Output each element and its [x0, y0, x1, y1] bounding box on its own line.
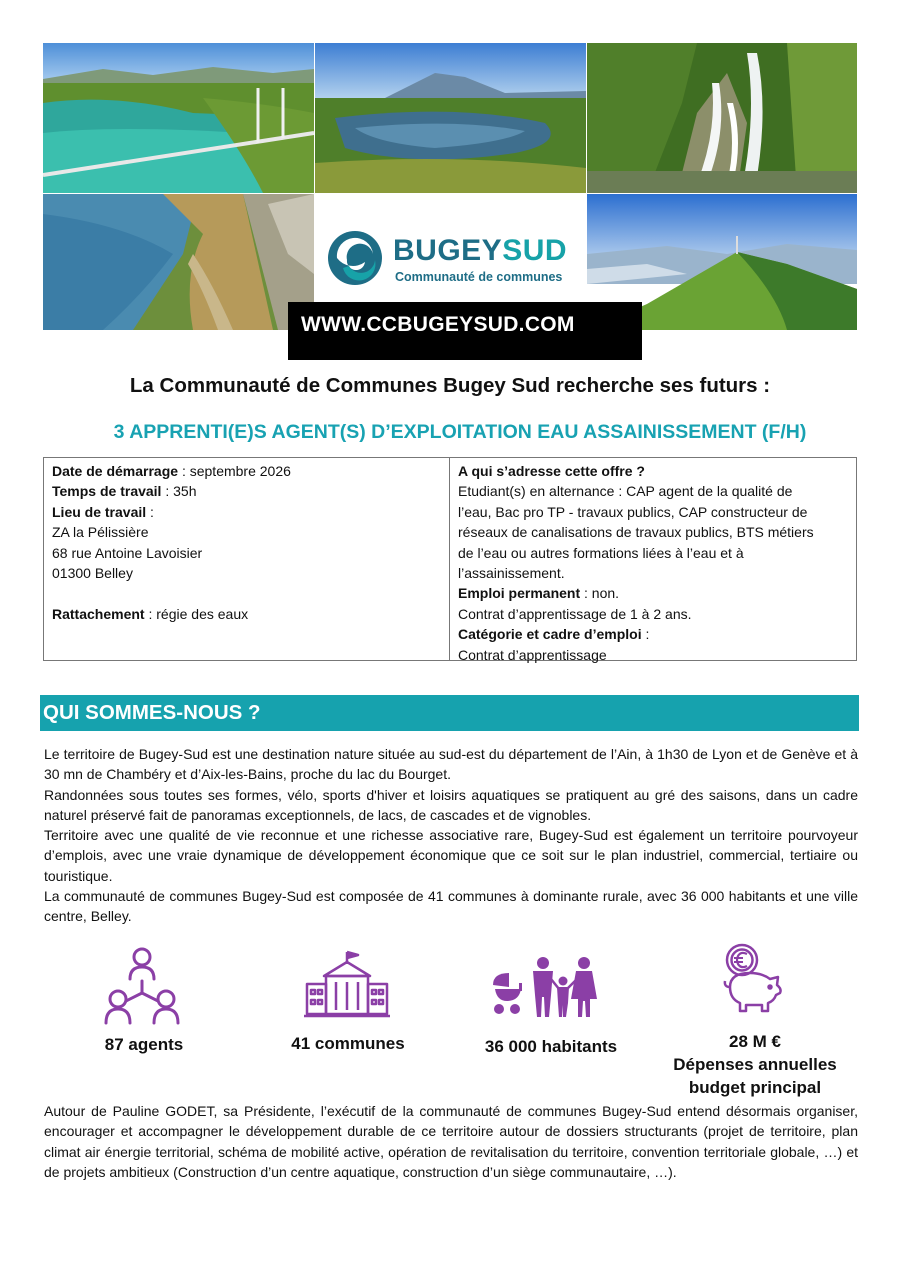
- job-info-table: [43, 457, 857, 661]
- section-title: QUI SOMMES-NOUS ?: [43, 701, 261, 724]
- about-paragraph: Territoire avec une qualité de vie reconnue et une richesse associative rare, Bugey-Sud est également un territoire pourvoyeur d’emplois, avec une vraie dynamique de développement économique que ce soit sur le plan industriel, commercial, tertiaire ou touristique.: [44, 827, 858, 884]
- audience-line: Etudiant(s) en alternance : CAP agent de la qualité de: [458, 483, 793, 500]
- address-line: 68 rue Antoine Lavoisier: [52, 544, 203, 561]
- family-icon: [491, 955, 599, 1019]
- job-title: 3 APPRENTI(E)S AGENT(S) D’EXPLOITATION EAU ASSAINISSEMENT (F/H): [113, 421, 807, 443]
- contract-duration: Contrat d’apprentissage de 1 à 2 ans.: [458, 605, 692, 622]
- job-info-right: [450, 458, 856, 663]
- website-url[interactable]: WWW.CCBUGEYSUD.COM: [301, 313, 575, 336]
- about-paragraph: Le territoire de Bugey-Sud est une destination nature située au sud-est du département de l’Ain, à 1h30 de Lyon et de Genève et à 30 mn de Chambéry et d’Aix-les-Bains, proche du lac du Bourget.: [44, 746, 858, 783]
- attachment: Rattachement : régie des eaux: [52, 605, 249, 622]
- photo-waterfall: [587, 43, 857, 193]
- photo-river-path: [43, 194, 314, 330]
- work-hours: Temps de travail : 35h: [52, 483, 197, 500]
- work-place: Lieu de travail :: [52, 503, 154, 520]
- about-paragraph: La communauté de communes Bugey-Sud est composée de 41 communes à dominante rurale, avec 36 000 habitants et une ville centre, Belley.: [44, 888, 858, 925]
- category-value: Contrat d’apprentissage: [458, 646, 607, 663]
- closing-paragraph: Autour de Pauline GODET, sa Présidente, l’exécutif de la communauté de communes Bugey-Sud entend désormais organiser, encourager et accompagner le développement durable de ce territoire autour de dossiers structurants (projet de territoire, plan climat air énergie territorial, schéma de mobilité active, opération de revitalisation du territoire, convention territoriale globale, …) et de projets ambitieux (Construction d’un centre aquatique, construction d’un siège communautaire, …).: [44, 1103, 858, 1180]
- address-line: ZA la Pélissière: [52, 524, 149, 541]
- stat-habitants: 36 000 habitants: [484, 1037, 618, 1056]
- swirl-logo-icon: [327, 230, 383, 286]
- section-header-about: [40, 695, 859, 731]
- website-banner[interactable]: [288, 302, 642, 360]
- start-date: Date de démarrage : septembre 2026: [52, 463, 291, 479]
- stat-agents: 87 agents: [104, 1035, 184, 1054]
- headline: La Communauté de Communes Bugey Sud recherche ses futurs :: [129, 374, 771, 397]
- job-info-left: [44, 458, 450, 660]
- stat-budget: [655, 1030, 855, 1099]
- audience-label: A qui s’adresse cette offre ?: [458, 463, 645, 479]
- stat-communes: 41 communes: [291, 1034, 405, 1053]
- photo-mountain-lake: [315, 43, 586, 193]
- stat-budget-label: Dépenses annuelles: [673, 1055, 837, 1074]
- audience-line: l’eau, Bac pro TP - travaux publics, CAP constructeur de: [458, 503, 808, 520]
- stat-budget-sublabel: budget principal: [688, 1078, 822, 1097]
- about-text: [44, 744, 858, 927]
- audience-line: de l’eau ou autres formations liées à l’eau et à: [458, 544, 744, 561]
- address-line: 01300 Belley: [52, 565, 133, 582]
- team-icon: [102, 945, 182, 1027]
- logo-name: BUGEYSUD: [393, 234, 568, 267]
- town-hall-icon: [304, 950, 390, 1020]
- about-paragraph: Randonnées sous toutes ses formes, vélo, sports d'hiver et loisirs aquatiques se pratiquent au gré des saisons, dans un cadre naturel préservé fait de panoramas exceptionnels, de lacs, de cascades et de vignobles.: [44, 786, 858, 823]
- photo-lake-footbridge: [43, 43, 314, 193]
- permanent-job: Emploi permanent : non.: [458, 585, 620, 602]
- spacer: [52, 583, 441, 603]
- logo-tagline: Communauté de communes: [395, 270, 563, 284]
- bugeysud-logo: [327, 230, 577, 292]
- audience-line: réseaux de canalisations de travaux publics, BTS métiers: [458, 524, 814, 541]
- audience-line: l’assainissement.: [458, 565, 565, 582]
- stat-budget-amount: 28 M €: [729, 1032, 781, 1051]
- category-label: Catégorie et cadre d’emploi :: [458, 626, 650, 643]
- piggy-bank-euro-icon: [722, 943, 786, 1015]
